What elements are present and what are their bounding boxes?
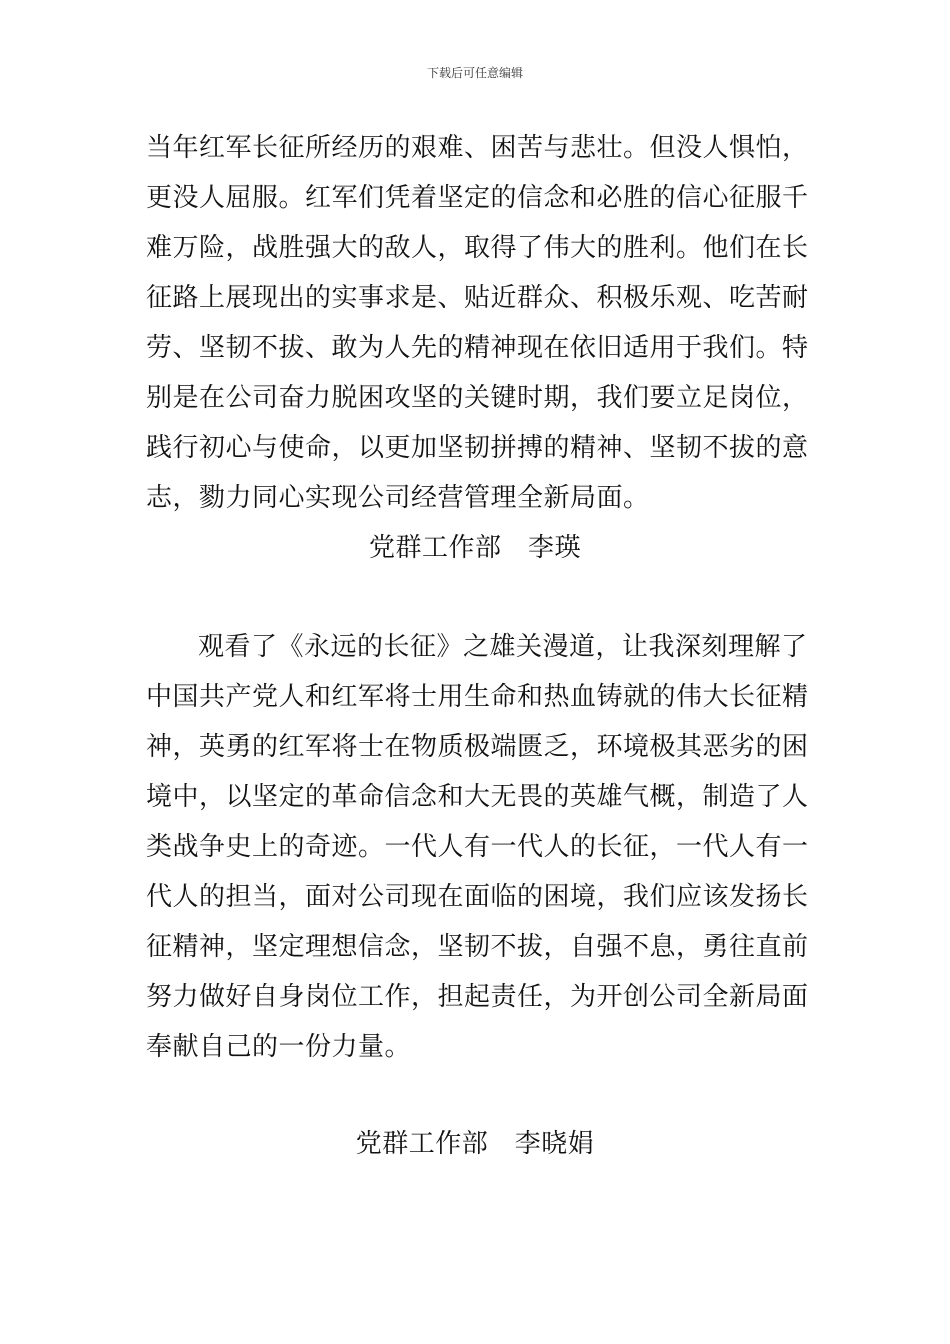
paragraph-line: 神，英勇的红军将士在物质极端匮乏，环境极其恶劣的困 [146,732,809,762]
paragraph-line: 中国共产党人和红军将士用生命和热血铸就的伟大长征精 [146,682,809,712]
paragraph-line: 努力做好自身岗位工作，担起责任，为开创公司全新局面 [146,982,809,1012]
signature-1: 党群工作部 李瑛 [368,533,581,563]
paragraph-line: 代人的担当，面对公司现在面临的困境，我们应该发扬长 [146,882,809,912]
paragraph-line: 境中，以坚定的革命信念和大无畏的英雄气概，制造了人 [146,782,809,812]
paragraph-line: 更没人屈服。红军们凭着坚定的信念和必胜的信心征服千 [146,183,809,213]
paragraph-line: 观看了《永远的长征》之雄关漫道，让我深刻理解了 [198,632,808,662]
paragraph-line: 践行初心与使命，以更加坚韧拼搏的精神、坚韧不拔的意 [146,433,809,463]
paragraph-line: 当年红军长征所经历的艰难、困苦与悲壮。但没人惧怕， [146,133,809,163]
paragraph-line: 奉献自己的一份力量。 [146,1032,412,1062]
signature-2: 党群工作部 李晓娟 [355,1129,595,1159]
page-header: 下载后可任意编辑 [426,66,523,80]
paragraph-line: 征路上展现出的实事求是、贴近群众、积极乐观、吃苦耐 [146,283,809,313]
paragraph-2 [146,622,809,1072]
paragraph-1 [146,123,809,523]
paragraph-line: 劳、坚韧不拔、敢为人先的精神现在依旧适用于我们。特 [146,333,809,363]
paragraph-line: 征精神，坚定理想信念，坚韧不拔，自强不息，勇往直前 [146,932,809,962]
paragraph-line: 难万险，战胜强大的敌人，取得了伟大的胜利。他们在长 [146,233,809,263]
paragraph-line: 类战争史上的奇迹。一代人有一代人的长征，一代人有一 [146,832,809,862]
paragraph-line: 志，勠力同心实现公司经营管理全新局面。 [146,483,650,513]
paragraph-line: 别是在公司奋力脱困攻坚的关键时期，我们要立足岗位， [146,383,809,413]
